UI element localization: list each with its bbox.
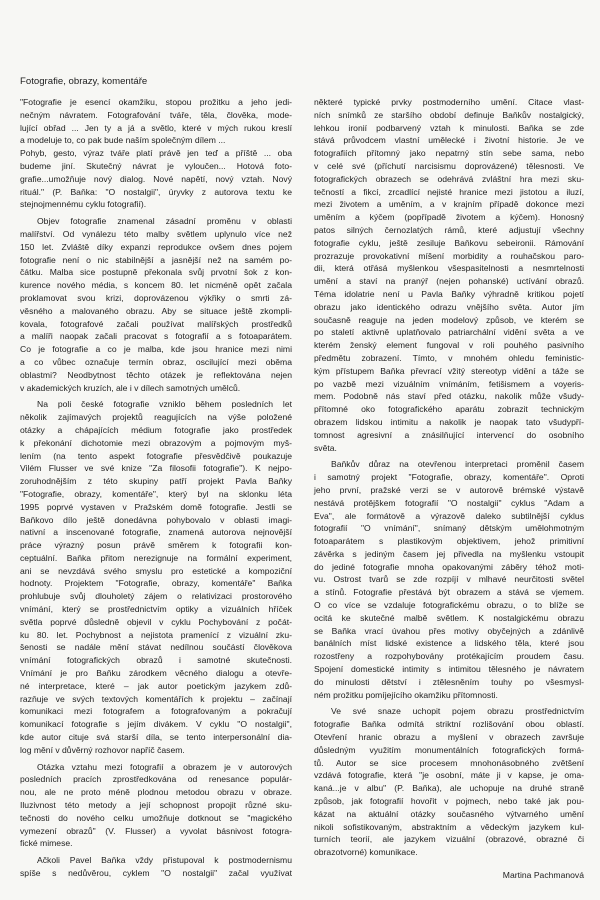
text-line: světa.	[314, 442, 337, 453]
text-line: mem. Podobně nás staví před otázku, nakolik může všudy-	[314, 391, 584, 402]
text-line: a malíři naopak začali pracovat s fotografií a s fotoaparátem.	[20, 331, 292, 342]
text-line: lehkou ironií podbarvený vztah k minulosti. Baňka se zde	[314, 122, 584, 133]
text-line: ném prožitku pomíjejícího okamžiku přítomnosti.	[314, 689, 498, 700]
text-line: komunikací fotografie s jejím divákem. V cyklu "O nostalgii",	[20, 719, 292, 730]
text-line: nou, ale ne proto méně plodnou metodou obrazu v obraze.	[20, 787, 292, 798]
text-line: patos silných černozlatých rámů, které adjustují všechny	[314, 224, 584, 235]
text-line: Otázka vztahu mezi fotografií a obrazem je v autorových	[37, 761, 292, 772]
text-line: tečnosti do nového celku umožňuje dotknout se "magického	[20, 812, 292, 823]
text-line: hodnoty. Projektem "Fotografie, obrazy, komentáře" Baňka	[20, 578, 292, 589]
text-line: stává průvodcem vlastní umělecké i životní historie. Je ve	[314, 135, 584, 146]
text-line: práce výrazný posun právě směrem k fotografii kon-	[20, 540, 292, 551]
text-line: fotografie Baňka odmítá striktní rozlišování obou oblastí.	[314, 719, 584, 730]
text-line: rituál." (P. Baňka: "O nostalgii", úryvky z autorova textu ke	[20, 186, 292, 197]
text-line: fotografie cyklu, ještě zesiluje Baňkovu sebeironii. Rámování	[314, 237, 584, 248]
text-line: Téma idolatrie není u Pavla Baňky výhradně kritikou pojetí	[314, 288, 584, 299]
text-line: Co je fotografie a co je malba, kde jsou hranice mezi nimi	[20, 344, 292, 355]
text-line: po vazbě mezi vizuálním vnímáním, fetišismem a voyeris-	[314, 378, 584, 389]
right-column-body	[314, 96, 584, 859]
text-line: kde autor cituje svá starší díla, se tento interpersonální dia-	[20, 732, 292, 743]
text-line: 150 let. Zvláště díky expanzi reprodukce ovšem dnes pojem	[20, 241, 292, 252]
text-line: razňuje ve svých textových komentářích k projektu – začínají	[20, 693, 292, 704]
text-line: Eva", ale formátově a výrazově daleko subtilnější cyklus	[314, 510, 584, 521]
text-line: jeho první, pražské verzi se v autorově brémské výstavě	[314, 484, 584, 495]
text-line: komunikaci mezi fotografem a fotografovaným a pokračují	[20, 706, 292, 717]
text-line: proklamovat svou krizi, doprovázenou výkřiky o smrti zá-	[20, 292, 292, 303]
left-column	[20, 96, 292, 880]
text-line: několik zajímavých projektů reagujících na výše položené	[20, 412, 292, 423]
text-line: k překonání dichotomie mezi obrazovým a pojmovým myš-	[20, 437, 292, 448]
text-line: přítomné oko fotografického aparátu zobrazit technickým	[314, 404, 584, 415]
text-line: do jediné fotografie mnoha opakovanými záběry téhož moti-	[314, 561, 584, 572]
text-line: obrazotvorné) komunikace.	[314, 847, 418, 858]
text-line: 1995 poprvé vystaven v Pražském domě fotografie. Jestli se	[20, 501, 292, 512]
text-line: turních teorií, ale jazykem vizuální (obrazové, obrazné či	[314, 834, 584, 845]
text-line: fotografiích přítomný jako nepatrný stín sebe sama, nebo	[314, 148, 584, 159]
text-line: lující obřad ... Jen ty a já a světlo, které v mých rukou kreslí	[20, 122, 292, 133]
text-line: Otevření hranic obrazu a myšlení v obrazech završuje	[314, 732, 584, 743]
text-line: šenosti se nadále mění stávat nedílnou součástí člověkova	[20, 642, 292, 653]
text-line: uměním a kýčem (popřípadě životem a kýčem). Honosný	[314, 212, 584, 223]
text-line: Baňkovo dílo ještě donedávna pohybovalo v oblasti imagi-	[20, 514, 292, 525]
text-line: a co vůbec označuje termín obraz, oscilující mezi oběma	[20, 356, 292, 367]
text-line: mezi životem a uměním, a v krajním případě dokonce mezi	[314, 199, 584, 210]
text-line: do minulosti dětství i ztělesněním touhy po všesmysl-	[314, 676, 584, 687]
text-line: Spojení domestické intimity s intimitou tělesného je návratem	[314, 664, 584, 675]
text-line: nikoli sofistikovaným, abstraktním a vědeckým jazykem kul-	[314, 821, 584, 832]
text-line: oblastmi? Neodbytnost těchto otázek je reflektována nejen	[20, 369, 292, 380]
text-line: vnímání, který se prostřednictvím optiky a vizuálních hříček	[20, 604, 292, 615]
text-line: věsného a malovaného obrazu. Aby se situace ještě zkompli-	[20, 305, 292, 316]
text-line: se Baňka vrací úvahou přes motivy obyčejných a zdánlivě	[314, 625, 584, 636]
text-paragraph	[314, 458, 584, 701]
text-line: některé typické prvky postmoderního umění. Citace vlast-	[314, 97, 584, 107]
text-line: nestává protějškem fotografií "O nostalgii" cyklus "Adam a	[314, 497, 584, 508]
text-line: způsob, jak fotografií hovořit v pojmech, nebo také jak pou-	[314, 796, 584, 807]
text-line: vzdává fotografie, která "je osobní, máte ji v kapse, je oma-	[314, 770, 584, 781]
text-line: fotoaparátem s plastikovým objektivem, jehož primitivní	[314, 536, 584, 547]
text-line: tečností a fikcí, zrcadlící nejisté hranice mezi jistotou a iluzí,	[314, 186, 584, 197]
text-line: obrazu jako identického odrazu vnějšího světa. Autor jím	[314, 301, 584, 312]
text-line: rozostřeny a rozpohybovány protékajícím proudem času.	[314, 651, 584, 662]
text-line: prohlubuje svůj dlouholetý zájem o relativizaci prostorového	[20, 591, 292, 602]
text-line: Na poli české fotografie vzniklo během posledních let	[37, 399, 292, 410]
text-line: kurence nového média, s koncem 80. let nicméně opět začala	[20, 280, 292, 291]
text-line: "Fotografie je esencí okamžiku, stopou prožitku a jeho jedi-	[20, 97, 292, 107]
text-line: né interpretace, které – jak autor poetickým jazykem zdů-	[20, 680, 292, 691]
text-line: ocitá ke skutečné malbě světlem. K nostalgickému obrazu	[314, 612, 584, 623]
text-paragraph	[20, 398, 292, 756]
text-line: tů. Autor se sice procesem mnohonásobného zvětšení	[314, 757, 584, 768]
text-line: nativní a inscenované fotografie, znamená autorova nejnovější	[20, 527, 292, 538]
text-line: ani se nevzdává svého smyslu pro estetické a kompoziční	[20, 565, 292, 576]
text-line: vnímání fotografických obrazů i samotné skutečnosti.	[20, 655, 292, 666]
text-line: fické mimese.	[20, 838, 73, 849]
text-line: posledních pracích zprostředkována od renesance populár-	[20, 774, 292, 785]
text-paragraph	[20, 854, 292, 880]
text-line: log mění v důvěrný rozhovor napříč časem.	[20, 744, 185, 755]
quote-paragraph	[20, 147, 292, 211]
text-line: i samotný projekt "Fotografie, obrazy, komentáře". Oproti	[314, 472, 584, 483]
text-line: O co více se vzdaluje fotografickému obrazu, o to blíže se	[314, 600, 584, 611]
text-line: současně reaguje na jeden modelový způsob, ve kterém se	[314, 314, 584, 325]
text-line: v celé své (příchutí narcisismu doprovázené) tělesnosti. Ve	[314, 160, 584, 171]
text-line: vymezení obrazů" (V. Flusser) a vyvolat básnivost fotogra-	[20, 825, 292, 836]
text-line: Ačkoli Pavel Baňka vždy přistupoval k postmodernismu	[37, 855, 292, 866]
text-line: fotografií "O vnímání", snímaný dětským umělohmotným	[314, 523, 584, 534]
text-line: zoruhodnějším z této skupiny patří projekt Pavla Baňky	[20, 476, 292, 487]
text-line: fotografických obrazech se odehrává zvláštní hra mezi sku-	[314, 173, 584, 184]
text-line: Baňkův důraz na otevřenou interpretaci proměnil časem	[331, 459, 584, 470]
text-line: umění a staví na pranýř (nejen pohanské) uctívání obrazů.	[314, 276, 584, 287]
text-line: vu. Ostrost tvarů se zde rozpíjí v mlhavé neurčitosti světel	[314, 574, 584, 585]
text-line: banálních míst lidské existence a lidského těla, které jsou	[314, 638, 584, 649]
text-line: a stínů. Fotografie přestává být obrazem a stává se vjemem.	[314, 587, 584, 598]
text-paragraph	[20, 761, 292, 851]
text-line: ku 80. let. Pochybnost a nejistota pramenící z vizuální zku-	[20, 629, 292, 640]
text-line: grafie...umožňuje nový dialog. Nové napětí, nový vztah. Nový	[20, 173, 292, 184]
text-line: kázat na aktuální otázky současného výtvarného umění	[314, 808, 584, 819]
text-line: čátku. Malba sice postupně překonala svůj prvotní šok z kon-	[20, 267, 292, 278]
text-line: obrazem lidskou intimitu a nakolik je naopak tato všudypří-	[314, 416, 584, 427]
text-paragraph	[314, 705, 584, 859]
text-line: fotografie není o nic stabilnější a jasnější než na samém po-	[20, 254, 292, 265]
text-paragraph	[314, 96, 584, 454]
text-line: budeme jiní. Skutečný návrat je vyloučen... Hotová foto-	[20, 160, 292, 171]
author-signature: Martina Pachmanová	[502, 870, 584, 881]
text-line: otázky a chápajících médium fotografie jako prostředek	[20, 424, 292, 435]
article-title: Fotografie, obrazy, komentáře	[20, 76, 148, 87]
text-line: důsledným využitím monumentálních fotografických formá-	[314, 744, 584, 755]
text-line: malířství. Od vynálezu této malby světlem uplynulo více než	[20, 228, 292, 239]
text-line: Ve své snaze uchopit pojem obrazu prostřednictvím	[331, 706, 584, 717]
text-line: závěrka s jediným časem jej přivedla na myšlenku vstoupit	[314, 548, 584, 559]
text-line: po staletí aktivně uplatňovalo patriarchální vidění světa a ve	[314, 327, 584, 338]
text-line: ních snímků ze staršího období definuje Baňkův nostalgický,	[314, 109, 584, 120]
text-line: Iluzivnost této metody a její schopnost propojit různé sku-	[20, 800, 292, 811]
quote-paragraph	[20, 96, 292, 147]
text-line: světla poprvé důsledně objevil v cyklu Pochybování z počát-	[20, 616, 292, 627]
text-line: Vnímání je pro Baňku zárodkem věcného dialogu a otevře-	[20, 668, 292, 679]
text-line: prozrazuje provokativní míšení morbidity a rouhačskou paro-	[314, 250, 584, 261]
text-line: kaná...je v albu" (P. Baňka), ale uchopuje na druhé straně	[314, 783, 584, 794]
text-line: nečným návratem. Fotografování tváře, těla, člověka, mode-	[20, 109, 292, 120]
text-line: stejnojmennému cyklu fotografií).	[20, 199, 147, 210]
text-line: předmětu zobrazení. Tímto, v mnohém ohledu feministic-	[314, 352, 584, 363]
text-line: a modeluje to, co pak bude naším společným dílem ...	[20, 135, 226, 146]
text-line: Objev fotografie znamenal zásadní proměnu v oblasti	[37, 216, 292, 227]
text-paragraph	[20, 215, 292, 394]
text-line: Vilém Flusser ve své knize "Za filosofii fotografie"). K nejpo-	[20, 463, 292, 474]
right-column	[314, 96, 584, 882]
text-line: kterém ženský element fungoval v roli pouhého pasivního	[314, 340, 584, 351]
text-line: "Fotografie, obrazy, komentáře", který byl na sklonku léta	[20, 488, 292, 499]
text-line: dii, která otřásá myšlenkou všespasitelnosti a nesmrtelnosti	[314, 263, 584, 274]
text-line: v akademických kruzích, ale i v dílech samotných umělců.	[20, 382, 241, 393]
text-line: Pohyb, gesto, výraz tváře platí právě jen teď a příště ... oba	[20, 148, 292, 159]
text-line: tomnost agresivní a znásilňující intervencí do osobního	[314, 429, 584, 440]
text-line: kovala, fotografové začali používat malířských prostředků	[20, 318, 292, 329]
text-line: spíše s nedůvěrou, cyklem "O nostalgii" začal využívat	[20, 868, 292, 879]
text-line: kým přístupem Baňka převrací vžitý stereotyp vidění a táže se	[314, 365, 584, 376]
text-line: lením (na tento aspekt fotografie přesvědčivě poukazuje	[20, 450, 292, 461]
text-line: ceptuální. Baňka přitom nerezignuje na formální experiment,	[20, 552, 292, 563]
